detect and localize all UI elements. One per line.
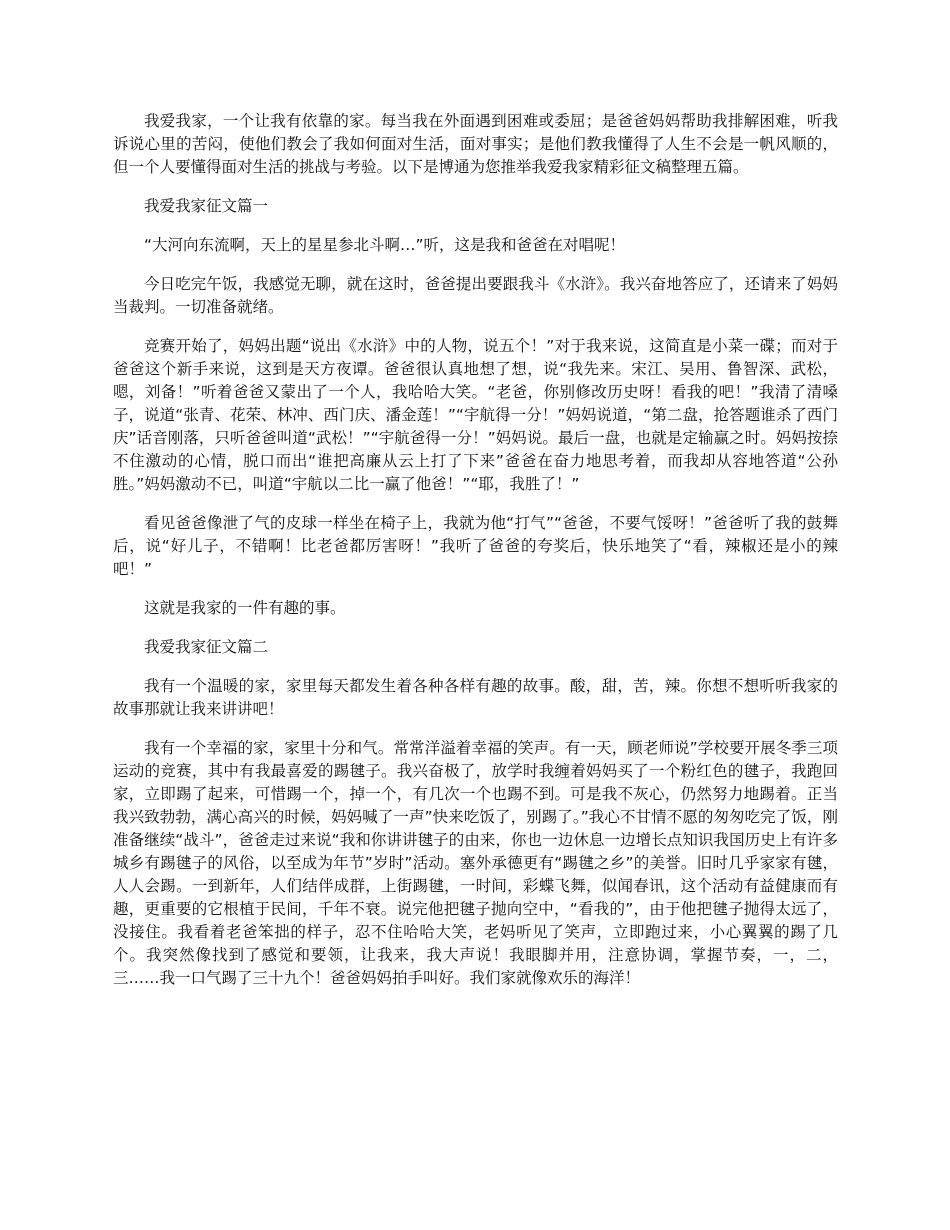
document-body bbox=[113, 110, 838, 1006]
body-paragraph: “大河向东流啊，天上的星星参北斗啊…”听，这是我和爸爸在对唱呢！ bbox=[144, 236, 626, 254]
body-paragraph: 这就是我家的一件有趣的事。 bbox=[144, 599, 346, 617]
body-paragraph: 今日吃完午饭，我感觉无聊，就在这时，爸爸提出要跟我斗《水浒》。我兴奋地答应了，还请来了妈妈当裁判。一切准备就绪。 bbox=[113, 275, 838, 316]
section-heading-two: 我爱我家征文篇二 bbox=[144, 638, 269, 656]
section-heading-one: 我爱我家征文篇一 bbox=[144, 197, 269, 215]
body-paragraph: 我有一个幸福的家，家里十分和气。常常洋溢着幸福的笑声。有一天，顾老师说”学校要开展冬季三项运动的竞赛，其中有我最喜爱的踢毽子。我兴奋极了，放学时我缠着妈妈买了一个粉红色的毽子，我跑回家，立即踢了起来，可惜踢一个，掉一个，有几次一个也踢不到。可是我不灰心，仍然努力地踢着。正当我兴致勃勃，满心高兴的时候，妈妈喊了一声”快来吃饭了，别踢了。”我心不甘情不愿的匆匆吃完了饭，刚准备继续“战斗”，爸爸走过来说“我和你讲讲毽子的由来，你也一边休息一边增长点知识我国历史上有许多城乡有踢毽子的风俗，以至成为年节”岁时”活动。塞外承德更有“踢毽之乡”的美誉。旧时几乎家家有毽，人人会踢。一到新年，人们结伴成群，上街踢毽，一时间，彩蝶飞舞，似闻春讯，这个活动有益健康而有趣，更重要的它根植于民间，千年不衰。说完他把毽子抛向空中，“看我的”，由于他把毽子抛得太远了，没接住。我看着老爸笨拙的样子，忍不住哈哈大笑，老妈听见了笑声，立即跑过来，小心翼翼的踢了几个。我突然像找到了感觉和要领，让我来，我大声说！我眼脚并用，注意协调，掌握节奏，一，二，三……我一口气踢了三十九个！爸爸妈妈拍手叫好。我们家就像欢乐的海洋！ bbox=[113, 739, 838, 987]
intro-paragraph: 我爱我家，一个让我有依靠的家。每当我在外面遇到困难或委屈；是爸爸妈妈帮助我排解困难，听我诉说心里的苦闷，使他们教会了我如何面对生活，面对事实；是他们教我懂得了人生不会是一帆风顺的，但一个人要懂得面对生活的挑战与考验。以下是博通为您推举我爱我家精彩征文稿整理五篇。 bbox=[113, 112, 838, 176]
body-paragraph: 竞赛开始了，妈妈出题“说出《水浒》中的人物，说五个！”对于我来说，这简直是小菜一碟；而对于爸爸这个新手来说，这到是天方夜谭。爸爸很认真地想了想，说“我先来。宋江、吴用、鲁智深、武松，嗯，刘备！”听着爸爸又蒙出了一个人，我哈哈大笑。“老爸，你别修改历史呀！看我的吧！”我清了清嗓子，说道“张青、花荣、林冲、西门庆、潘金莲！”“宇航得一分！”妈妈说道，“第二盘，抢答题谁杀了西门庆”话音刚落，只听爸爸叫道“武松！”“宇航爸得一分！”妈妈说。最后一盘，也就是定输赢之时。妈妈按捺不住激动的心情，脱口而出“谁把高廉从云上打了下来”爸爸在奋力地思考着，而我却从容地答道“公孙胜。”妈妈激动不已，叫道“宇航以二比一赢了他爸！”“耶，我胜了！” bbox=[113, 337, 838, 493]
body-paragraph: 看见爸爸像泄了气的皮球一样坐在椅子上，我就为他“打气”“爸爸，不要气馁呀！”爸爸听了我的鼓舞后，说“好儿子，不错啊！比老爸都厉害呀！”我听了爸爸的夸奖后，快乐地笑了“看，辣椒还是小的辣吧！” bbox=[113, 514, 838, 578]
body-paragraph: 我有一个温暖的家，家里每天都发生着各种各样有趣的故事。酸，甜，苦，辣。你想不想听听我家的故事那就让我来讲讲吧！ bbox=[113, 677, 838, 718]
